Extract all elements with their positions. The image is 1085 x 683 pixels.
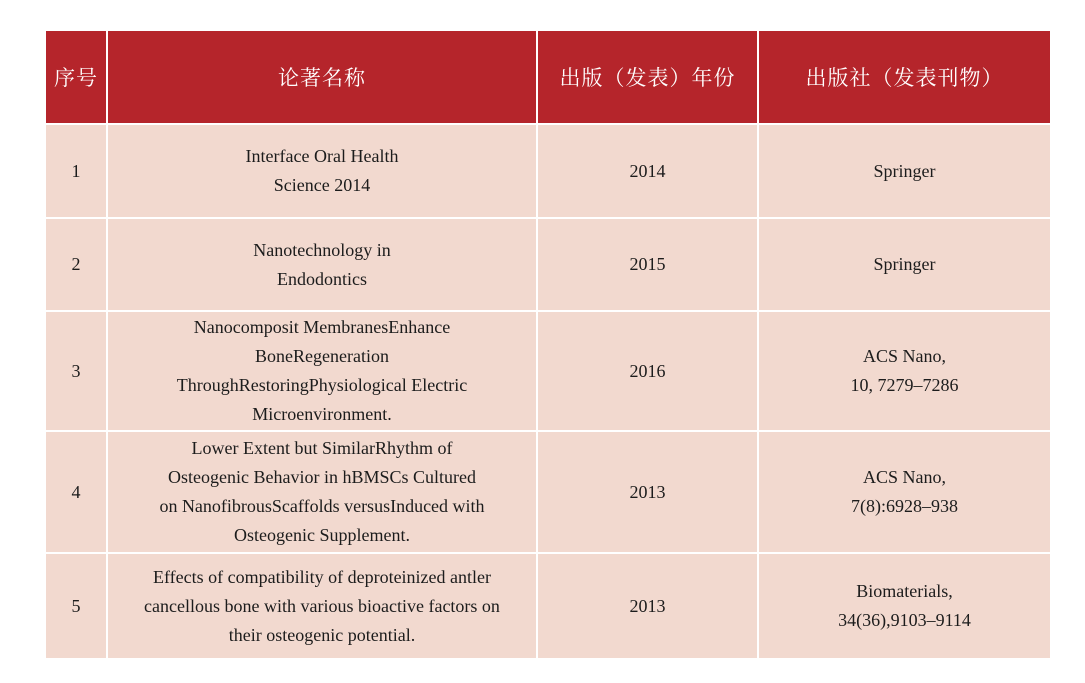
table-row [45, 124, 1051, 218]
row-year: 2013 [537, 553, 758, 659]
title-line: Microenvironment. [252, 404, 392, 424]
row-publisher [758, 553, 1051, 659]
row-publisher [758, 311, 1051, 431]
title-line: Lower Extent but SimilarRhythm of [191, 438, 453, 458]
title-line: Osteogenic Behavior in hBMSCs Cultured [168, 467, 476, 487]
title-line: Nanocomposit MembranesEnhance [193, 317, 451, 337]
publisher-line: 10, 7279–7286 [850, 375, 959, 395]
publisher-line: Springer [873, 254, 936, 274]
row-publisher [758, 124, 1051, 218]
row-title [107, 553, 537, 659]
title-line: on NanofibrousScaffolds versusInduced with [159, 496, 485, 516]
table-header-row [45, 30, 1051, 124]
header-year: 出版（发表）年份 [537, 30, 758, 124]
table-row [45, 553, 1051, 659]
row-title [107, 431, 537, 553]
title-line: cancellous bone with various bioactive factors on [144, 595, 500, 616]
title-line: Effects of compatibility of deproteinized antler [152, 566, 492, 587]
row-year: 2015 [537, 218, 758, 311]
row-index: 2 [45, 218, 107, 311]
title-line: Interface Oral Health [245, 146, 399, 166]
title-line: Osteogenic Supplement. [234, 525, 410, 545]
row-title [107, 311, 537, 431]
header-index: 序号 [45, 30, 107, 124]
title-line: Nanotechnology in [253, 239, 391, 260]
row-title [107, 218, 537, 311]
row-index: 1 [45, 124, 107, 218]
title-line: BoneRegeneration [255, 346, 389, 366]
publisher-line: Biomaterials, [856, 581, 953, 601]
header-publisher: 出版社（发表刊物） [758, 30, 1051, 124]
publisher-line: 34(36),9103–9114 [838, 610, 971, 630]
table-row [45, 431, 1051, 553]
title-line: their osteogenic potential. [228, 624, 416, 645]
publications-table [44, 29, 1052, 660]
row-index: 3 [45, 311, 107, 431]
header-title: 论著名称 [107, 30, 537, 124]
publisher-line: Springer [873, 160, 936, 181]
publisher-line: 7(8):6928–938 [851, 496, 958, 516]
row-index: 4 [45, 431, 107, 553]
publisher-line: ACS Nano, [862, 346, 946, 366]
title-line: Science 2014 [273, 175, 371, 195]
row-publisher [758, 218, 1051, 311]
table-row [45, 311, 1051, 431]
row-year: 2014 [537, 124, 758, 218]
publisher-line: ACS Nano, [862, 467, 946, 487]
row-year: 2016 [537, 311, 758, 431]
row-index: 5 [45, 553, 107, 659]
title-line: Endodontics [277, 268, 367, 289]
row-year: 2013 [537, 431, 758, 553]
table-row [45, 218, 1051, 311]
title-line: ThroughRestoringPhysiological Electric [176, 375, 468, 395]
row-title [107, 124, 537, 218]
row-publisher [758, 431, 1051, 553]
